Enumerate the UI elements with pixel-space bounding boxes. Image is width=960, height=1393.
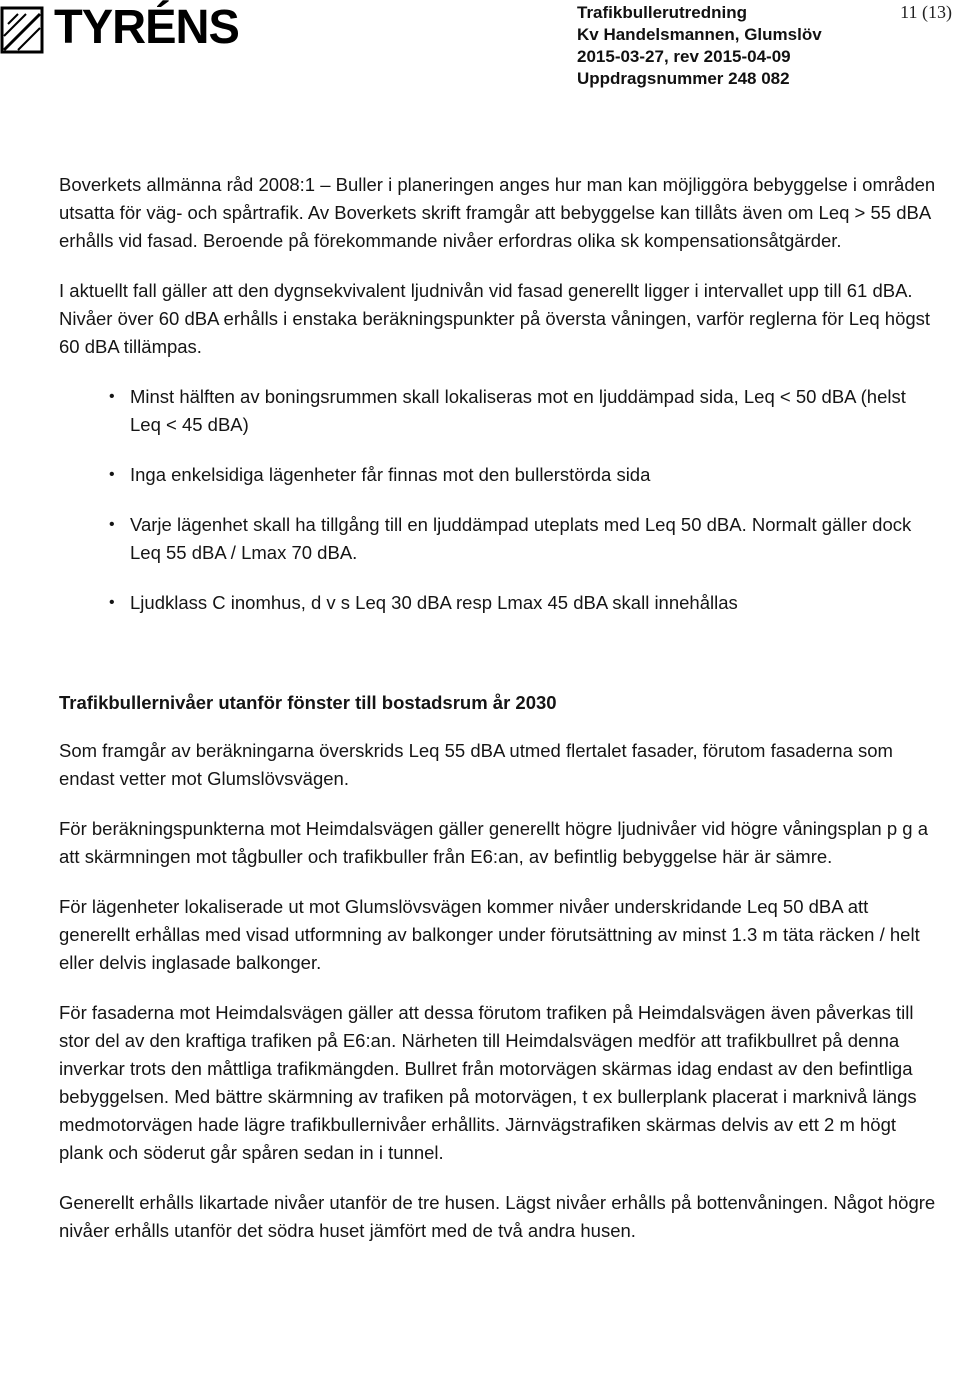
list-item: • Minst hälften av boningsrummen skall lokaliseras mot en ljuddämpad sida, Leq < 50 dBA (helst Leq < 45 dBA)	[59, 383, 939, 439]
page-number: 11 (13)	[900, 2, 952, 22]
bullet-icon: •	[109, 466, 115, 483]
assignment-number: Uppdragsnummer 248 082	[577, 69, 790, 88]
logo-wordmark: TYRÉNS	[54, 1, 239, 54]
report-title: Trafikbullerutredning	[577, 3, 748, 22]
document-body	[59, 171, 939, 1245]
requirements-list	[59, 383, 939, 617]
bullet-icon: •	[109, 516, 115, 533]
paragraph-summary: Generellt erhålls likartade nivåer utanför de tre husen. Lägst nivåer erhålls på bottenvåningen. Något högre nivåer erhålls utanför det södra huset jämfört med de två andra husen.	[59, 1192, 936, 1241]
paragraph-current-case: I aktuellt fall gäller att den dygnsekvivalent ljudnivån vid fasad generellt ligger i intervallet upp till 61 dBA. Nivåer över 60 dBA erhålls i enstaka beräkningspunkter på översta våningen, varför reglerna för Leq högst 60 dBA tillämpas.	[59, 280, 931, 357]
tyrens-logo	[0, 2, 250, 60]
report-date: 2015-03-27, rev 2015-04-09	[577, 47, 791, 66]
paragraph-glumslovsvagen: För lägenheter lokaliserade ut mot Glumslövsvägen kommer nivåer underskridande Leq 50 dBA att generellt erhållas med visad utformning av balkonger under förutsättning av minst 1.3 m täta räcken / helt eller delvis inglasade balkonger.	[59, 896, 920, 973]
list-item: • Inga enkelsidiga lägenheter får finnas mot den bullerstörda sida	[59, 461, 939, 489]
project-name: Kv Handelsmannen, Glumslöv	[577, 25, 822, 44]
list-item: • Varje lägenhet skall ha tillgång till en ljuddämpad uteplats med Leq 50 dBA. Normalt gäller dock Leq 55 dBA / Lmax 70 dBA.	[59, 511, 939, 567]
document-header	[577, 2, 822, 90]
bullet-icon: •	[109, 594, 115, 611]
logo-mark-icon	[0, 6, 44, 54]
paragraph-heimdalsvagen: För beräkningspunkterna mot Heimdalsvägen gäller generellt högre ljudnivåer vid högre våningsplan p g a att skärmningen mot tågbuller och trafikbuller från E6:an, av befintlig bebyggelse här är sämre.	[59, 818, 928, 867]
paragraph-exceedance: Som framgår av beräkningarna överskrids Leq 55 dBA utmed flertalet fasader, förutom fasaderna som endast vetter mot Glumslövsvägen.	[59, 740, 893, 789]
paragraph-facades: För fasaderna mot Heimdalsvägen gäller att dessa förutom trafiken på Heimdalsvägen även påverkas till stor del av den kraftiga trafiken på E6:an. Närheten till Heimdalsvägen medför att trafikbullret på denna inverkar trots den måttliga trafikmängden. Bullret från motorvägen skärmas idag endast av den befintliga bebyggelsen. Med bättre skärmning av trafiken på motorvägen, t ex bullerplank placerat i marknivå längs medmotorvägen hade lägre trafikbullernivåer erhållits. Järnvägstrafiken skärmas delvis av ett 2 m högt plank och söderut går spåren sedan in i tunnel.	[59, 1002, 917, 1163]
paragraph-boverket: Boverkets allmänna råd 2008:1 – Buller i planeringen anges hur man kan möjliggöra bebyggelse i områden utsatta för väg- och spårtrafik. Av Boverkets skrift framgår att bebyggelse kan tillåts även om Leq > 55 dBA erhålls vid fasad. Beroende på förekommande nivåer erfordras olika sk kompensationsåtgärder.	[59, 174, 936, 251]
list-item: • Ljudklass C inomhus, d v s Leq 30 dBA resp Lmax 45 dBA skall innehållas	[59, 589, 939, 617]
section-heading: Trafikbullernivåer utanför fönster till bostadsrum år 2030	[59, 692, 557, 713]
bullet-icon: •	[109, 388, 115, 405]
